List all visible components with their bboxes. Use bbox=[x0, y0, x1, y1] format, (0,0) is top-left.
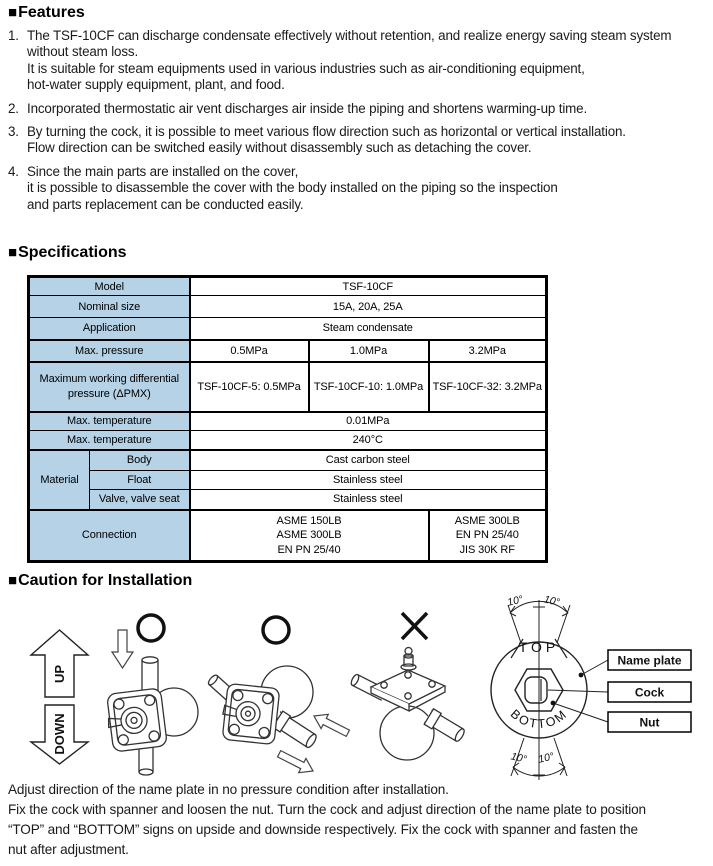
installation-diagram bbox=[0, 592, 713, 782]
table-row bbox=[29, 362, 547, 412]
feature-text: By turning the cock, it is possible to meet various flow direction such as horizontal or vertical installation. Flow direction can be switched easily without disassembly such as detaching the cover. bbox=[27, 124, 626, 156]
table-row bbox=[29, 490, 547, 510]
dial-top-label: TOP bbox=[518, 639, 560, 655]
spec-label-cell: Max. temperature bbox=[29, 431, 190, 450]
spec-label-cell: Body bbox=[90, 450, 190, 471]
callout-nut-label: Nut bbox=[639, 715, 660, 730]
spec-value-cell: TSF-10CF-32: 3.2MPa bbox=[429, 362, 547, 412]
specifications-heading: ■Specifications bbox=[8, 244, 127, 261]
spec-label-cell: Max. temperature bbox=[29, 412, 190, 431]
spec-value-cell: 1.0MPa bbox=[309, 340, 429, 362]
spec-label-cell: Float bbox=[90, 471, 190, 490]
features-section bbox=[8, 4, 710, 220]
feature-item bbox=[8, 164, 710, 213]
table-row bbox=[29, 340, 547, 362]
spec-label-cell: Maximum working differential pressure (ΔPMX) bbox=[29, 362, 190, 412]
features-heading: ■Features bbox=[8, 4, 85, 21]
spec-label-cell: Valve, valve seat bbox=[90, 490, 190, 510]
feature-text: Incorporated thermostatic air vent discharges air inside the piping and shortens warming-up time. bbox=[27, 100, 588, 116]
spec-value-cell: TSF-10CF-5: 0.5MPa bbox=[190, 362, 309, 412]
valve-horizontal-illustration bbox=[207, 666, 319, 751]
feature-number: 3. bbox=[8, 124, 19, 140]
spec-value-cell: ASME 300LB EN PN 25/40 JIS 30K RF bbox=[429, 510, 547, 562]
ok-mark-icon bbox=[263, 617, 289, 643]
spec-label-cell: Connection bbox=[29, 510, 190, 562]
feature-text: The TSF-10CF can discharge condensate effectively without retention, and realize energy saving steam system without steam loss. It is suitable for steam equipments used in various industries such as air-conditioning equipment, hot-water supply equipment, plant, and food. bbox=[27, 28, 672, 93]
spec-label-cell: Max. pressure bbox=[29, 340, 190, 362]
spec-value-cell: Steam condensate bbox=[190, 318, 547, 340]
ok-mark-icon bbox=[138, 615, 164, 641]
section-bullet: ■ bbox=[8, 244, 18, 261]
spec-value-cell: TSF-10CF bbox=[190, 277, 547, 296]
table-row bbox=[29, 450, 547, 471]
specifications-table bbox=[27, 275, 548, 563]
spec-value-cell: Cast carbon steel bbox=[190, 450, 547, 471]
up-arrow-icon bbox=[31, 630, 88, 697]
down-label: DOWN bbox=[52, 713, 67, 755]
dial-bottom-label: BOTTOM bbox=[507, 706, 571, 732]
table-row bbox=[29, 510, 547, 562]
spec-value-cell: Stainless steel bbox=[190, 490, 547, 510]
feature-item bbox=[8, 101, 710, 117]
feature-number: 1. bbox=[8, 28, 19, 43]
caution-heading: ■Caution for Installation bbox=[8, 572, 193, 589]
spec-value-cell: 240°C bbox=[190, 431, 547, 450]
angle-label: 10° bbox=[509, 750, 528, 766]
spec-label-cell: Nominal size bbox=[29, 296, 190, 318]
section-bullet: ■ bbox=[8, 572, 18, 589]
spec-label-cell: Model bbox=[29, 277, 190, 296]
feature-number: 2. bbox=[8, 100, 19, 116]
spec-value-cell: ASME 150LB ASME 300LB EN PN 25/40 bbox=[190, 510, 429, 562]
table-row bbox=[29, 318, 547, 340]
spec-value-cell: TSF-10CF-10: 1.0MPa bbox=[309, 362, 429, 412]
table-row bbox=[29, 412, 547, 431]
section-bullet: ■ bbox=[8, 4, 18, 21]
angle-label: 10° bbox=[537, 750, 556, 766]
callout-cock-label: Cock bbox=[634, 685, 665, 700]
angle-label: 10° bbox=[506, 593, 525, 609]
ng-mark-icon bbox=[402, 613, 427, 639]
specifications-table-wrap bbox=[27, 275, 548, 563]
feature-number: 4. bbox=[8, 163, 19, 179]
table-row bbox=[29, 277, 547, 296]
up-label: UP bbox=[52, 664, 67, 684]
spec-label-cell: Application bbox=[29, 318, 190, 340]
angle-label: 10° bbox=[542, 593, 561, 609]
spec-value-cell: 0.01MPa bbox=[190, 412, 547, 431]
adjustment-instructions: Adjust direction of the name plate in no pressure condition after installation. Fix the cock with spanner and loosen the nut. Turn the cock and adjust direction of the name plate to position “TOP” and “BOTTOM” signs on upside and downside respectively. Fix the cock with spanner and fasten the nut after adjustment. bbox=[8, 782, 646, 857]
spec-value-cell: Stainless steel bbox=[190, 471, 547, 490]
feature-item bbox=[8, 124, 710, 157]
flow-arrow-out-icon bbox=[276, 747, 317, 779]
table-row bbox=[29, 296, 547, 318]
table-row bbox=[29, 431, 547, 450]
callout-name-plate-label: Name plate bbox=[617, 653, 682, 668]
spec-value-cell: 3.2MPa bbox=[429, 340, 547, 362]
valve-incorrect-illustration bbox=[350, 648, 467, 761]
feature-text: Since the main parts are installed on the cover, it is possible to disassemble the cover with the body installed on the piping so the inspection and parts replacement can be conducted easily. bbox=[27, 163, 558, 212]
spec-value-cell: 0.5MPa bbox=[190, 340, 309, 362]
valve-vertical-illustration bbox=[105, 657, 198, 775]
table-row bbox=[29, 471, 547, 490]
flow-arrow-down-icon bbox=[112, 630, 133, 668]
spec-label-cell-material: Material bbox=[29, 450, 90, 510]
feature-item bbox=[8, 28, 710, 94]
spec-value-cell: 15A, 20A, 25A bbox=[190, 296, 547, 318]
